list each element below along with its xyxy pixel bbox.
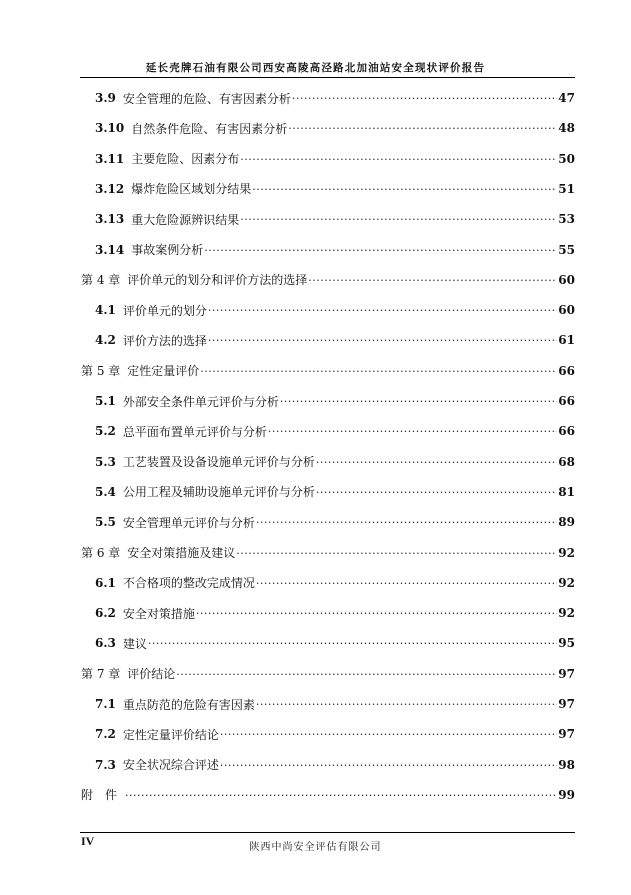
toc-entry-number: 第 6 章 (81, 546, 121, 560)
toc-chapter-entry[interactable] (81, 361, 575, 381)
toc-entry-page: 92 (558, 545, 575, 560)
toc-leader-dots (208, 300, 557, 320)
toc-section-entry[interactable] (95, 694, 575, 714)
toc-leader-dots (280, 391, 557, 411)
footer-page-number: IV (81, 834, 95, 848)
toc-section-entry[interactable] (95, 452, 575, 472)
toc-leader-dots (176, 664, 557, 684)
toc-section-entry[interactable] (95, 240, 575, 260)
toc-entry-number: 4.2 (95, 333, 116, 348)
toc-leader-dots (288, 118, 557, 138)
toc-leader-dots (240, 149, 557, 169)
toc-entry-number: 7.2 (95, 727, 116, 742)
page-header-title: 延长壳牌石油有限公司西安高陵高泾路北加油站安全现状评价报告 (145, 62, 486, 74)
toc-entry-page: 98 (558, 757, 575, 772)
toc-entry-title: 自然条件危险、有害因素分析 (131, 121, 288, 136)
toc-leader-dots (220, 755, 557, 775)
toc-entry-number: 第 4 章 (81, 273, 121, 288)
toc-entry-number: 第 5 章 (81, 364, 121, 379)
toc-entry-title: 评价单元的划分 (122, 303, 207, 318)
toc-entry-number: 7.1 (95, 697, 116, 711)
toc-entry-title: 安全管理的危险、有害因素分析 (122, 91, 291, 106)
toc-leader-dots (256, 512, 557, 532)
toc-entry-title: 工艺装置及设备设施单元评价与分析 (122, 455, 315, 470)
toc-entry-title: 评价单元的划分和评价方法的选择 (127, 273, 308, 288)
toc-entry-number: 3.13 (95, 212, 125, 227)
toc-entry-number: 3.11 (95, 151, 125, 166)
toc-entry-title: 公用工程及辅助设施单元评价与分析 (122, 485, 315, 500)
toc-entry-number: 附 件 (81, 788, 118, 803)
toc-entry-title: 建议 (122, 636, 147, 651)
toc-entry-number: 5.2 (95, 424, 116, 439)
toc-leader-dots (268, 421, 557, 441)
toc-section-entry[interactable] (95, 209, 575, 229)
toc-section-entry[interactable] (95, 149, 575, 169)
toc-entry-title: 安全对策措施及建议 (127, 546, 236, 560)
toc-section-entry[interactable] (95, 179, 575, 199)
toc-section-entry[interactable] (95, 88, 575, 108)
toc-section-entry[interactable] (95, 421, 575, 441)
toc-leader-dots (316, 452, 557, 472)
toc-entry-page: 61 (558, 333, 575, 348)
toc-leader-dots (256, 573, 557, 593)
toc-leader-dots (220, 724, 557, 744)
toc-entry-page: 66 (558, 424, 575, 439)
toc-entry-page: 95 (558, 636, 575, 651)
toc-entry-number: 5.1 (95, 394, 116, 408)
toc-entry-title: 外部安全条件单元评价与分析 (122, 394, 279, 409)
toc-leader-dots (308, 270, 557, 290)
toc-entry-title: 定性定量评价 (127, 364, 200, 379)
toc-section-entry[interactable] (95, 755, 575, 775)
toc-entry-page: 99 (558, 787, 575, 802)
toc-entry-number: 5.3 (95, 454, 116, 469)
toc-entry-page: 81 (558, 484, 575, 499)
toc-entry-page: 66 (558, 394, 575, 408)
toc-entry-page: 97 (558, 727, 575, 742)
toc-section-entry[interactable] (95, 573, 575, 593)
toc-leader-dots (316, 482, 557, 502)
toc-entry-page: 51 (558, 181, 575, 196)
toc-entry-page: 53 (558, 212, 575, 227)
toc-entry-page: 47 (558, 91, 575, 105)
toc-section-entry[interactable] (95, 724, 575, 744)
toc-section-entry[interactable] (95, 512, 575, 532)
toc-entry-number: 3.9 (95, 91, 116, 105)
toc-entry-title: 安全状况综合评述 (122, 758, 219, 773)
toc-leader-dots (148, 633, 557, 653)
toc-entry-number: 3.14 (95, 242, 125, 257)
toc-entry-page: 60 (558, 303, 575, 318)
toc-entry-title: 总平面布置单元评价与分析 (122, 424, 267, 439)
footer-company-name: 陕西中尚安全评估有限公司 (249, 842, 382, 853)
toc-leader-dots (236, 543, 557, 563)
toc-chapter-entry[interactable] (81, 270, 575, 290)
toc-entry-page: 60 (558, 272, 575, 287)
toc-entry-page: 97 (558, 697, 575, 711)
toc-entry-page: 92 (558, 575, 575, 590)
toc-entry-number: 7.3 (95, 757, 116, 772)
toc-entry-page: 68 (558, 454, 575, 469)
toc-leader-dots (208, 330, 557, 350)
toc-entry-title: 不合格项的整改完成情况 (122, 576, 255, 591)
toc-entry-page: 55 (558, 242, 575, 257)
toc-section-entry[interactable] (95, 330, 575, 350)
toc-entry-title: 评价结论 (127, 667, 176, 682)
toc-section-entry[interactable] (95, 300, 575, 320)
toc-leader-dots (125, 785, 557, 805)
toc-entry-title: 爆炸危险区域划分结果 (131, 182, 252, 197)
toc-entry-page: 97 (558, 666, 575, 681)
toc-leader-dots (256, 694, 557, 714)
toc-entry-number: 第 7 章 (81, 667, 121, 682)
toc-entry-page: 50 (558, 151, 575, 166)
toc-entry-title: 安全对策措施 (122, 606, 195, 621)
toc-entry-number: 4.1 (95, 303, 116, 318)
toc-entry-page: 92 (558, 606, 575, 621)
toc-leader-dots (200, 361, 557, 381)
toc-entry-page: 48 (558, 121, 575, 136)
header-divider (80, 77, 575, 78)
toc-entry-number: 3.12 (95, 181, 125, 196)
toc-entry-number: 5.5 (95, 515, 116, 530)
toc-entry-title: 评价方法的选择 (122, 333, 207, 348)
toc-entry-title: 安全管理单元评价与分析 (122, 515, 255, 530)
toc-chapter-entry[interactable] (81, 543, 575, 563)
toc-section-entry[interactable] (95, 482, 575, 502)
toc-section-entry[interactable] (95, 118, 575, 138)
toc-entry-number: 6.1 (95, 575, 116, 590)
toc-leader-dots (240, 209, 557, 229)
toc-chapter-entry[interactable] (81, 664, 575, 684)
toc-entry-title: 重点防范的危险有害因素 (122, 697, 255, 712)
toc-chapter-entry[interactable] (81, 785, 575, 805)
toc-leader-dots (204, 240, 557, 260)
toc-leader-dots (196, 603, 557, 623)
toc-entry-number: 6.2 (95, 606, 116, 621)
toc-entry-number: 6.3 (95, 636, 116, 651)
footer-divider (80, 832, 575, 833)
toc-entry-title: 定性定量评价结论 (122, 727, 219, 742)
toc-entry-title: 事故案例分析 (131, 243, 204, 257)
toc-entry-number: 3.10 (95, 121, 125, 136)
toc-entry-page: 66 (558, 363, 575, 378)
toc-entry-page: 89 (558, 515, 575, 530)
toc-entry-title: 重大危险源辨识结果 (131, 212, 240, 227)
toc-leader-dots (292, 88, 557, 108)
toc-section-entry[interactable] (95, 603, 575, 623)
toc-leader-dots (252, 179, 557, 199)
toc-section-entry[interactable] (95, 391, 575, 411)
toc-entry-number: 5.4 (95, 484, 116, 499)
toc-entry-title: 主要危险、因素分布 (131, 152, 240, 167)
toc-section-entry[interactable] (95, 633, 575, 653)
